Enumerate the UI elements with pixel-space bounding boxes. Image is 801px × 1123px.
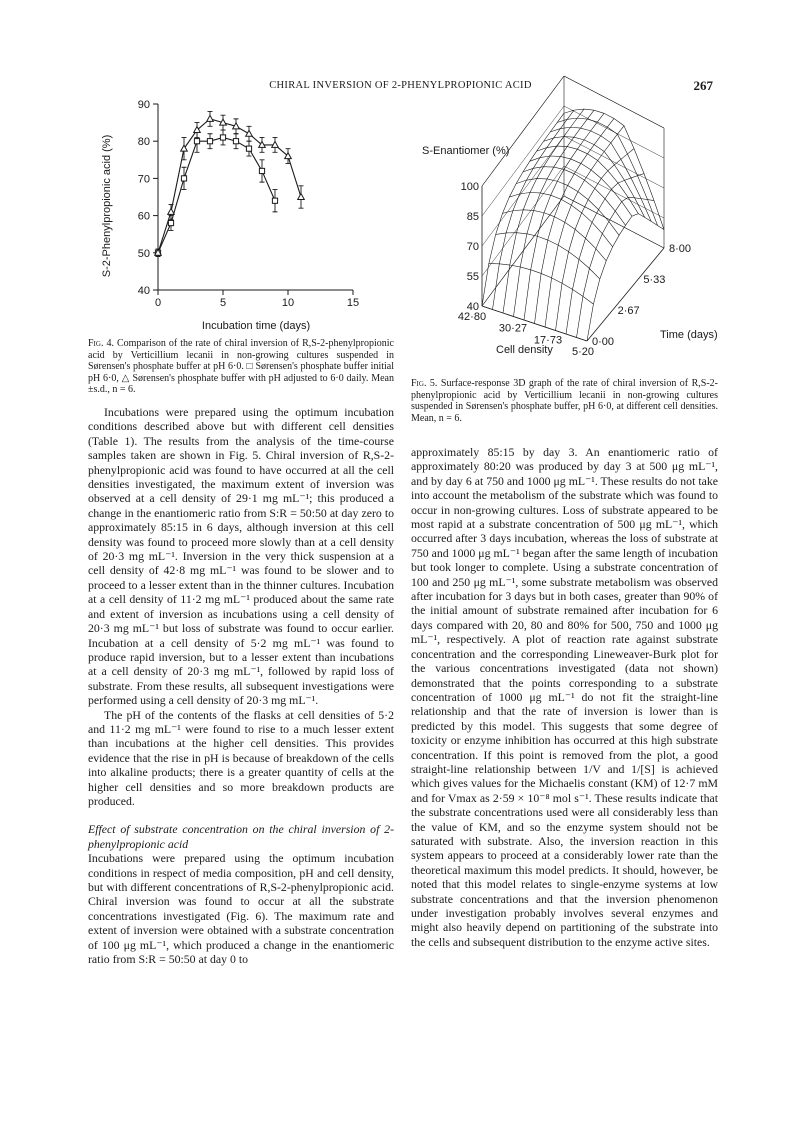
figure-4-series (155, 111, 305, 256)
body-paragraph: The pH of the contents of the flasks at cell densities of 5·2 and 11·2 mg mL⁻¹ were found to rise to a much lesser extent than incubations at the higher cell densities. This provides evidence that the rise in pH is because of breakdown of the cells into alkaline products; there is a greater quantity of cells at the higher cell densities and so more breakdown products are produced. (88, 707, 394, 808)
figure-5-y-axis-label: Time (days) (660, 329, 718, 341)
figure-4-data-point (194, 139, 199, 144)
figure-5-z-axis-label: S-Enantiomer (%) (422, 145, 510, 157)
figure-5-caption-label: Fig. 5. (411, 378, 438, 389)
figure-5-frame (482, 76, 664, 341)
figure-5-x-tick-label: 30·27 (498, 322, 528, 335)
body-paragraph: Incubations were prepared using the optimum incubation conditions in respect of media composition, pH and cell density, but with different concentrations of R,S-2-phenylpropionic acid. Chiral inversion was found to occur at all the substrate concentrations investigated (Fig. 6). The maximum rate and extent of inversion were obtained with a substrate concentration of 100 μg mL⁻¹, which produced a change in the enantiomeric ratio from S:R = 50:50 at day 0 to (88, 851, 394, 967)
figure-4-data-point (168, 220, 173, 225)
figure-5-surface-mesh-line (493, 110, 575, 309)
figure-4-y-tick-label: 50 (137, 247, 150, 260)
figure-5-y-tick-label: 8·00 (669, 243, 692, 255)
figure-4-y-tick-label: 60 (137, 210, 150, 223)
figure-5-surface-mesh-line (509, 193, 612, 247)
figure-5-x-tick-label: 5·20 (571, 346, 595, 358)
figure-5-surface-mesh-line (516, 179, 619, 236)
figure-5-grid-line (482, 166, 564, 276)
body-paragraph: approximately 85:15 by day 3. An enantiomeric ratio of approximately 80:20 was produced by day 3 at 500 μg mL⁻¹, and by day 6 at 750 and 1000 μg mL⁻¹. These results do not take into account the metabolism of the substrate which was found to occur in non-growing cultures. Loss of substrate appeared to be most rapid at a substrate concentration of 500 μg mL⁻¹, which occurred after 3 days incubation, whereas the loss of substrate at 750 and 1000 μg mL⁻¹ began after the same length of incubation but took longer to complete. Using a substrate concentration of 100 and 250 μg mL⁻¹, some substrate metabolism was observed after incubation for 3 days but in both cases, greater than 90% of the initial amount of substrate remained after incubation for 6 days compared with 20, 80 and 80% for 500, 750 and 1000 μg mL⁻¹, respectively. A plot of reaction rate against substrate concentration and the corresponding Lineweaver-Burk plot for the various concentrations investigated (data not shown) demonstrated that the points corresponding to a substrate concentration of 1000 μg mL⁻¹ do not fit the straight-line relationship and that the rate of inversion is lower than is predicted by this model. This suggests that some degree of toxicity or enzyme inhibition has occurred at this high substrate concentration. If this point is removed from the plot, a good straight-line relationship between 1/V and 1/[S] is achieved which gives values for the Michaelis constant (KM) of 12·7 mM and for Vmax as 2·59 × 10⁻⁸ mol s⁻¹. These results indicate that the substrate concentrations used were all considerably less than the value of KM, and so the enzyme system should not be saturated with substrate. Also, the inversion reaction in this system appears to proceed at a considerably lower rate than the theoretical maximum this model predicts. It should, however, be noted that this model relates to single-enzyme systems at low substrate concentrations and that the inversion phenomenon under investigation probably involves several enzymes and might also heavily depend on partitioning of the substrate into the cells and subsequent distribution to the enzyme active sites. (411, 445, 718, 949)
figure-4-y-tick-label: 70 (137, 173, 150, 186)
figure-5-surface-mesh-line (556, 149, 635, 331)
figure-5-caption-text: Surface-response 3D graph of the rate of chiral inversion of R,S-2-phenylpropionic acid by Verticillium lecanii in non-growing cultures suspended in Sørensen's phosphate buffer, pH 6·0, at different cell densities. Mean, n = 6. (411, 378, 718, 424)
running-header (0, 78, 801, 98)
figure-5-surface-mesh-line (535, 118, 615, 323)
figure-5-grid-line (482, 196, 564, 306)
figure-5-x-axis-label: Cell density (496, 344, 553, 356)
figure-4-data-point (220, 135, 225, 140)
figure-4-x-axis-label: Incubation time (days) (201, 320, 311, 332)
figure-5-base-edge (587, 248, 664, 341)
figure-4-data-point (207, 139, 212, 144)
figure-4-y-tick-label: 80 (137, 136, 150, 149)
figure-4-caption-text: Comparison of the rate of chiral inversion of R,S-2-phenylpropionic acid by Verticillium lecanii in non-growing cultures suspended in Sørensen's phosphate buffer at pH 6·0. □ Sørensen's phosphate buffer initial pH 6·0, △ Sørensen's phosphate buffer with pH adjusted to 6·0 daily. Mean ±s.d., n = 6. (88, 338, 394, 396)
figure-4-caption-label: Fig. 4. (88, 338, 114, 349)
figure-5-z-tick-label: 85 (466, 211, 479, 223)
figure-4-x-tick-label: 0 (154, 297, 162, 309)
figure-5-grid-line (482, 106, 564, 216)
figure-5-z-tick-label: 100 (460, 181, 479, 193)
figure-5-grid-line (564, 136, 664, 188)
figure-5-x-tick-label: 17·73 (533, 334, 563, 347)
figure-4-y-axis-label: S-2-Phenylpropionic acid (%) (101, 134, 113, 278)
figure-5-surface-mesh-line (489, 264, 594, 305)
figure-4-data-point (168, 208, 175, 214)
figure-5-surface-mesh-line (550, 127, 651, 221)
figure-4-y-tick-label: 40 (137, 285, 150, 297)
figure-5-surface-mesh-line (564, 109, 664, 230)
figure-4-series-line (158, 137, 275, 252)
figure-5-z-tick-label: 70 (466, 241, 479, 253)
figure-4-x-tick-label: 15 (346, 297, 360, 309)
body-paragraph: Incubations were prepared using the optimum incubation conditions described above but with different cell densities (Table 1). The results from the analysis of the time-course samples taken are shown in Fig. 5. Chiral inversion of R,S-2-phenylpropionic acid was found to have occurred at all the cell densities investigated, the maximum extent of inversion was observed at a cell density of 29·1 mg mL⁻¹; this produced a change in the enantiomeric ratio from S:R = 50:50 at day zero to approximately 85:15 in 6 days, although inversion at this cell density was found to proceed more slowly than at a cell density of 20·3 mg mL⁻¹. Inversion in the very thick suspension at a cell density of 42·8 mg mL⁻¹ was found to be slower and to proceed to a lesser extent than in the thinner cultures. Incubation at a cell density of 11·2 mg mL⁻¹ produced about the same rate and extent of inversion as incubations using a cell density of 20·3 mg mL⁻¹ but loss of substrate was found to occur earlier. Incubation at a cell density of 5·2 mg mL⁻¹ was found to produce rapid inversion, but to a lesser extent than incubations at a cell density of 20·3 mg mL⁻¹, followed by rapid loss of substrate. From these results, all subsequent investigations were performed using a cell density of 20·3 mg mL⁻¹. (88, 405, 394, 708)
figure-4-data-point (298, 194, 305, 200)
figure-4-caption (88, 338, 394, 396)
figure-4-data-point (259, 168, 264, 173)
figure-4-x-tick-label: 10 (281, 297, 295, 309)
figure-4-data-point (246, 130, 253, 136)
figure-4-data-point (207, 115, 214, 121)
figure-5-caption (411, 378, 718, 424)
page-number: 267 (693, 78, 713, 93)
section-heading: Effect of substrate concentration on the chiral inversion of 2-phenylpropionic acid (88, 822, 394, 851)
figure-5-surface-plot (412, 96, 718, 376)
figure-5-x-tick-label: 42·80 (457, 311, 487, 323)
body-column-left (88, 405, 394, 966)
figure-4-data-point (246, 146, 251, 151)
figure-5-y-tick-label: 0·00 (592, 336, 615, 348)
running-title: CHIRAL INVERSION OF 2-PHENYLPROPIONIC ACID (269, 80, 532, 91)
figure-5-z-tick-label: 55 (466, 271, 479, 283)
figure-5-y-tick-label: 5·33 (643, 274, 666, 286)
figure-4-data-point (181, 176, 186, 181)
figure-4-chart (88, 96, 398, 336)
body-column-right (411, 445, 718, 949)
figure-5-z-tick-label: 40 (466, 301, 479, 313)
figure-4-data-point (233, 139, 238, 144)
figure-5-surface-mesh-line (557, 118, 657, 225)
figure-4-x-tick-label: 5 (219, 297, 227, 309)
figure-4-y-tick-label: 90 (137, 99, 150, 111)
figure-5-y-tick-label: 2·67 (617, 305, 640, 317)
figure-4-data-point (272, 198, 277, 203)
